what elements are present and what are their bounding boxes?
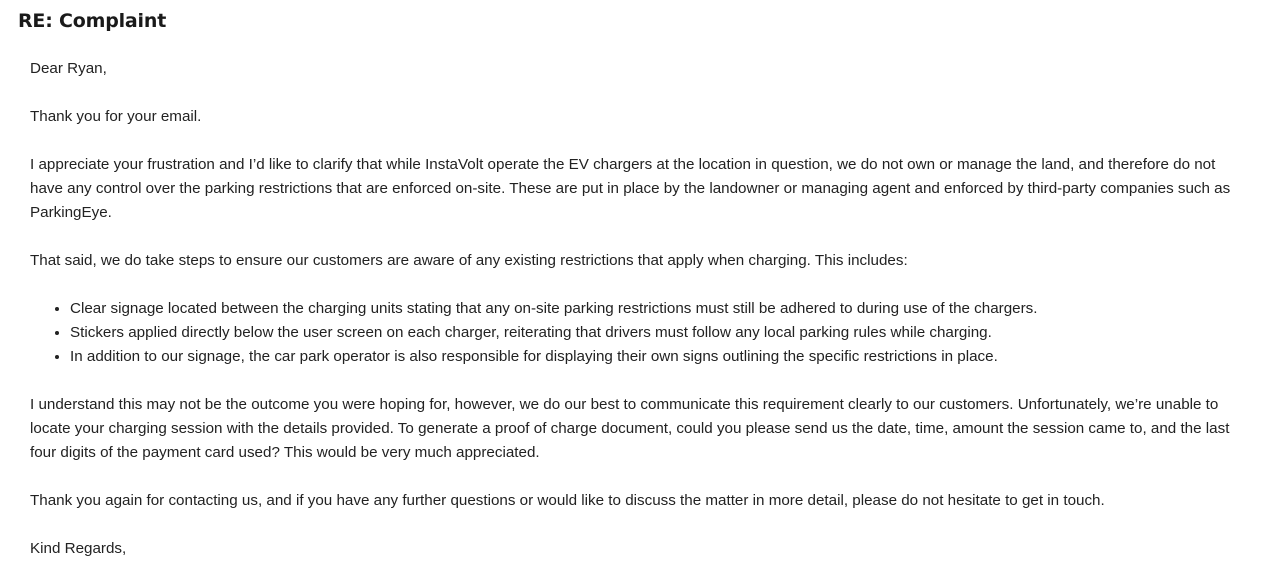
steps-list	[30, 297, 1240, 369]
email-paragraph-clarification: I appreciate your frustration and I’d like to clarify that while InstaVolt operate the EV chargers at the location in question, we do not own or manage the land, and therefore do not have any control over the parking restrictions that are enforced on-site. These are put in place by the landowner or managing agent and enforced by third-party companies such as ParkingEye.	[30, 156, 1231, 221]
email-paragraph-thanks: Thank you for your email.	[30, 108, 202, 125]
steps-list-item: • In addition to our signage, the car park operator is also responsible for displaying their own signs outlining the specific restrictions in place.	[70, 345, 1240, 369]
email-paragraph-steps-intro: That said, we do take steps to ensure our customers are aware of any existing restrictions that apply when charging. This includes:	[30, 252, 908, 269]
email-paragraph-request: I understand this may not be the outcome you were hoping for, however, we do our best to communicate this requirement clearly to our customers. Unfortunately, we’re unable to locate your charging session with the details provided. To generate a proof of charge document, could you please send us the date, time, amount the session came to, and the last four digits of the payment card used? This would be very much appreciated.	[30, 396, 1230, 461]
steps-list-item: • Stickers applied directly below the user screen on each charger, reiterating that drivers must follow any local parking rules while charging.	[70, 321, 1240, 345]
email-paragraph-closing: Thank you again for contacting us, and if you have any further questions or would like to discuss the matter in more detail, please do not hesitate to get in touch.	[30, 492, 1105, 509]
email-greeting: Dear Ryan,	[30, 60, 107, 77]
email-signoff: Kind Regards,	[30, 540, 127, 557]
email-body	[30, 57, 1240, 585]
email-subject: RE: Complaint	[18, 10, 167, 32]
steps-list-item: • Clear signage located between the charging units stating that any on-site parking restrictions must still be adhered to during use of the chargers.	[70, 297, 1240, 321]
